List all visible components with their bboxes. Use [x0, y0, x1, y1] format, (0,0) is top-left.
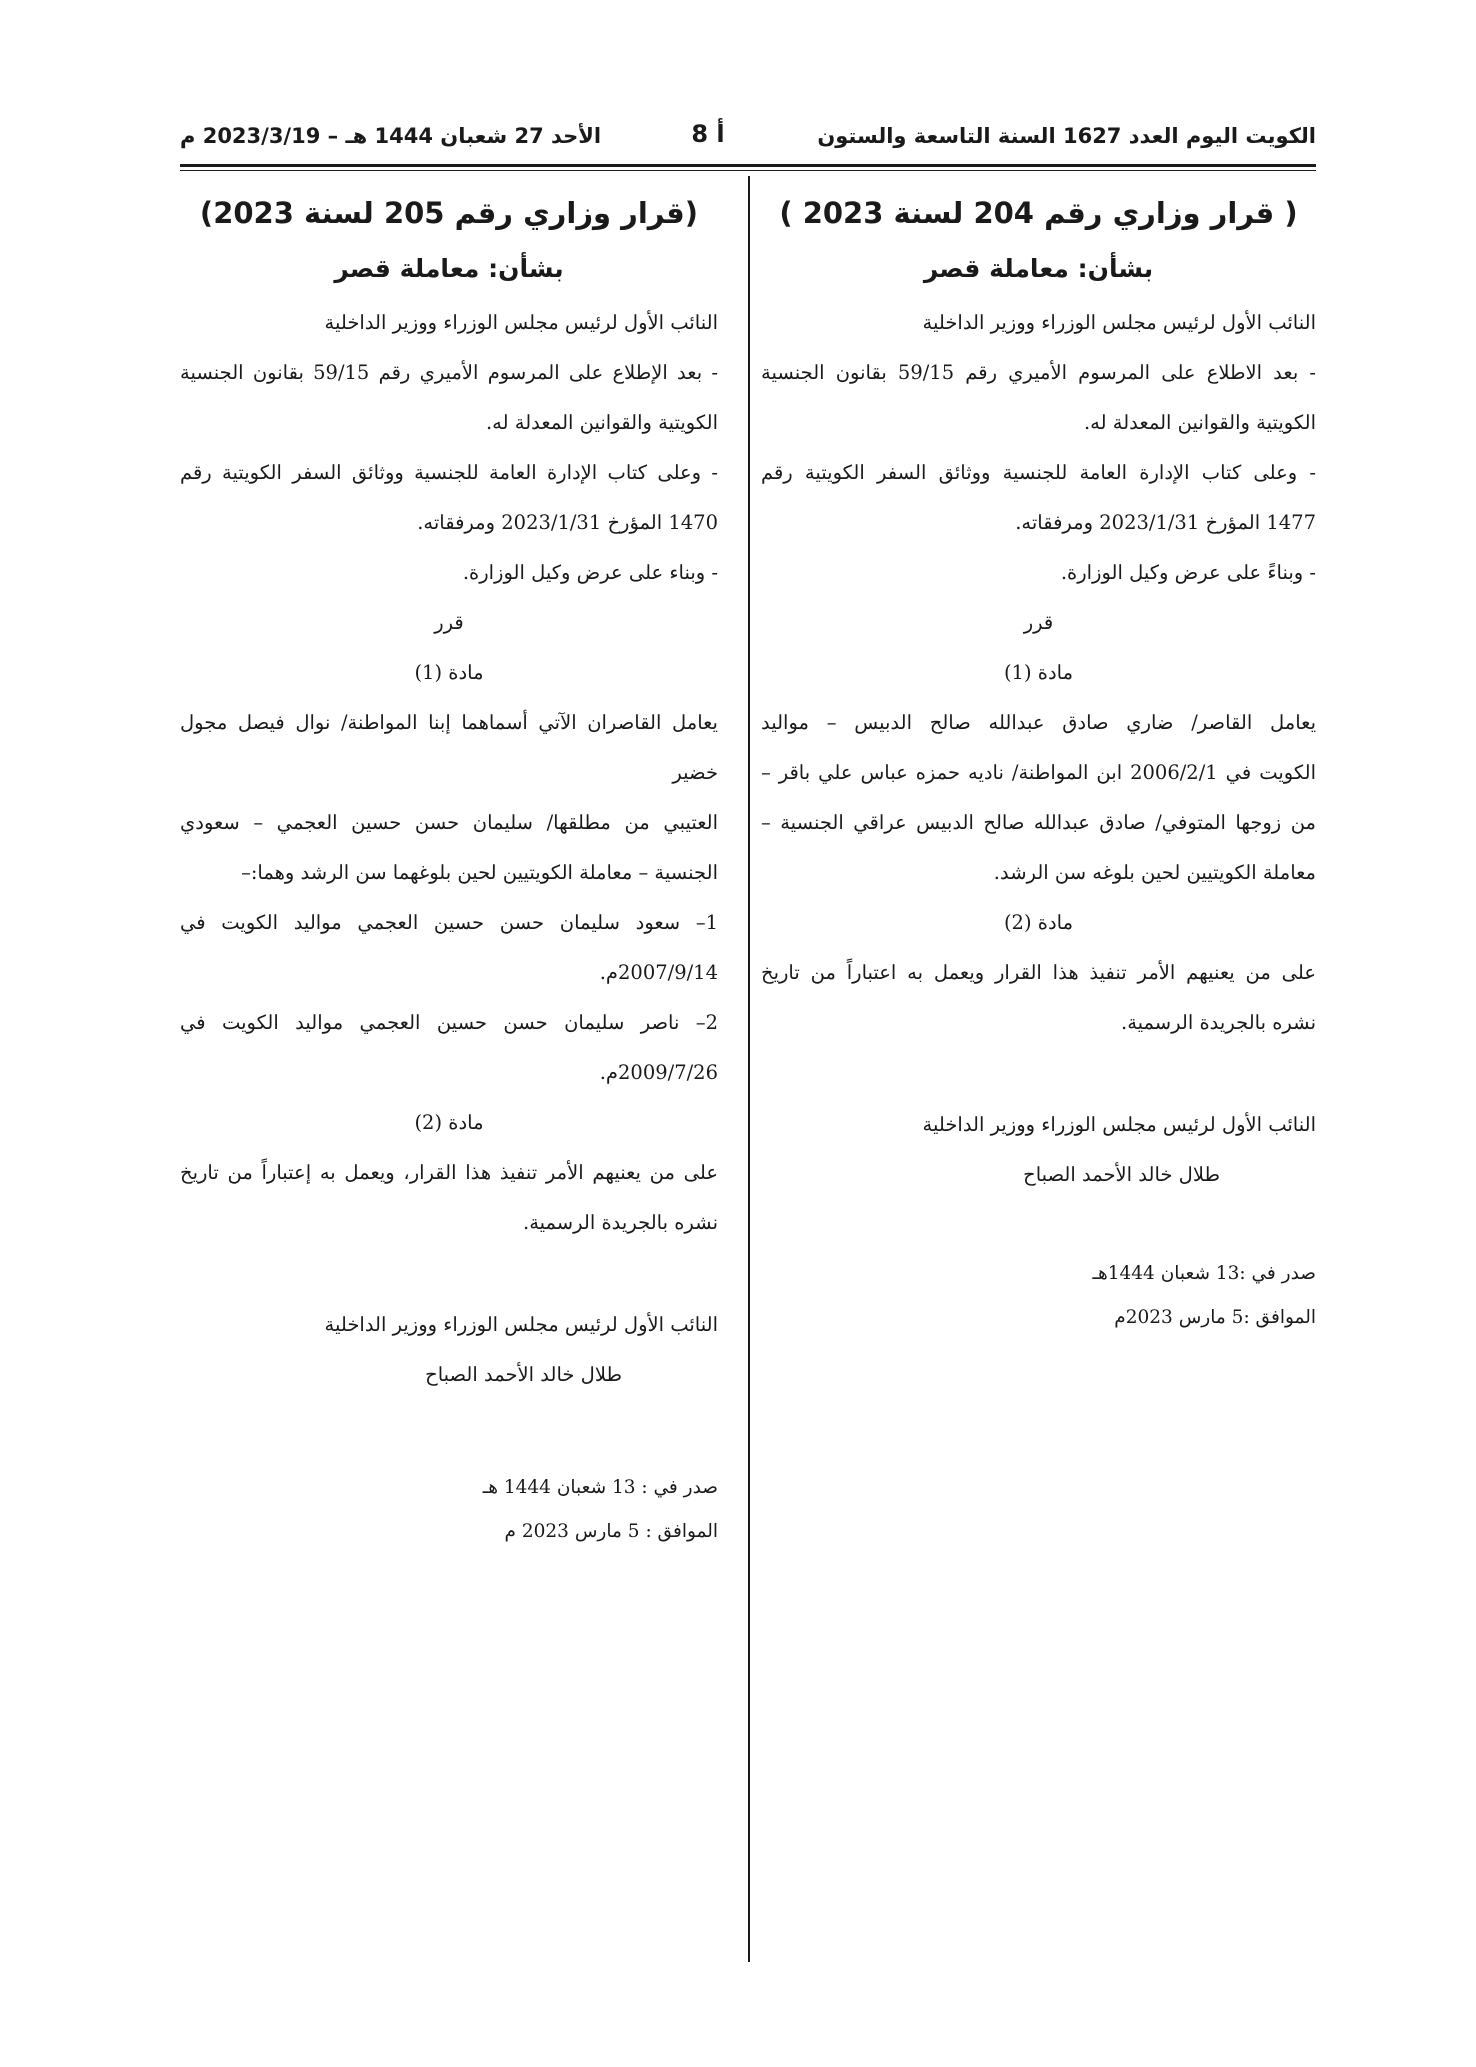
header-issue-info: الكويت اليوم العدد 1627 السنة التاسعة والستون — [817, 124, 1316, 148]
decree-204-corresponding-date: الموافق :5 مارس 2023م — [1114, 1307, 1316, 1328]
decree-204-signatory-title: النائب الأول لرئيس مجلس الوزراء ووزير الداخلية — [922, 1113, 1316, 1136]
decree-205-subject: بشأن: معاملة قصر — [334, 254, 564, 283]
decree-205-preamble-1a: - بعد الإطلاع على المرسوم الأميري رقم 59/15 بقانون الجنسية — [180, 361, 718, 384]
decree-205-preamble-1b: الكويتية والقوانين المعدلة له. — [485, 411, 718, 434]
decree-205-article-2-line-1: على من يعنيهم الأمر تنفيذ هذا القرار، ويعمل به إعتباراً من تاريخ — [180, 1161, 718, 1184]
decree-204-preamble-3: - وبناءً على عرض وكيل الوزارة. — [1060, 561, 1316, 584]
decree-204-article-1-heading: مادة (1) — [1003, 661, 1074, 684]
decree-205-title: (قرار وزاري رقم 205 لسنة 2023) — [199, 196, 699, 230]
decree-204-signatory-name: طلال خالد الأحمد الصباح — [1023, 1163, 1220, 1186]
page-number: أ 8 — [691, 120, 725, 148]
decree-204-subject: بشأن: معاملة قصر — [923, 254, 1154, 283]
decree-205-article-2-heading: مادة (2) — [414, 1111, 484, 1134]
column-divider — [748, 176, 750, 1962]
decree-205-issued-date: صدر في : 13 شعبان 1444 هـ — [482, 1477, 718, 1498]
decree-205-corresponding-date: الموافق : 5 مارس 2023 م — [504, 1521, 718, 1542]
decree-205-issuer: النائب الأول لرئيس مجلس الوزراء ووزير الداخلية — [324, 311, 718, 334]
decree-205-preamble-2a: - وعلى كتاب الإدارة العامة للجنسية ووثائق السفر الكويتية رقم — [180, 461, 718, 484]
decree-205-column — [180, 186, 718, 1554]
decree-204-column — [761, 186, 1316, 1340]
decree-204-issuer: النائب الأول لرئيس مجلس الوزراء ووزير الداخلية — [922, 311, 1316, 334]
header-date: الأحد 27 شعبان 1444 هـ – 2023/3/19 م — [180, 124, 602, 148]
decree-204-article-1-line-4: معاملة الكويتيين لحين بلوغه سن الرشد. — [993, 861, 1316, 884]
decree-204-preamble-1a: - بعد الاطلاع على المرسوم الأميري رقم 59/15 بقانون الجنسية — [761, 361, 1316, 384]
decree-205-article-1-line-1: يعامل القاصران الآتي أسماهما إبنا المواطنة/ نوال فيصل مجول خضير — [180, 711, 718, 784]
decree-205-item-2-line-1: 2– ناصر سليمان حسن حسين العجمي مواليد الكويت في — [180, 1011, 718, 1034]
decree-205-article-2-line-2: نشره بالجريدة الرسمية. — [523, 1211, 718, 1234]
decree-205-article-1-heading: مادة (1) — [414, 661, 484, 684]
decree-204-preamble-2b: 1477 المؤرخ 2023/1/31 ومرفقاته. — [1015, 511, 1316, 534]
decree-205-item-1-line-1: 1– سعود سليمان حسن حسين العجمي مواليد الكويت في — [180, 911, 718, 934]
decree-204-article-1-line-1: يعامل القاصر/ ضاري صادق عبدالله صالح الدبيس – مواليد — [761, 711, 1316, 734]
decree-205-signatory-title: النائب الأول لرئيس مجلس الوزراء ووزير الداخلية — [324, 1313, 718, 1336]
header-rule-thick — [180, 164, 1316, 167]
decree-205-preamble-2b: 1470 المؤرخ 2023/1/31 ومرفقاته. — [417, 511, 718, 534]
decree-204-signature — [761, 1100, 1316, 1200]
decree-204-issued-date: صدر في :13 شعبان 1444هـ — [1092, 1263, 1316, 1284]
decree-205-signatory-name: طلال خالد الأحمد الصباح — [425, 1363, 622, 1386]
decree-205-item-1-line-2: 2007/9/14م. — [599, 961, 718, 984]
decree-205-article-1-line-2: العتيبي من مطلقها/ سليمان حسن حسين العجمي – سعودي — [180, 811, 718, 834]
decree-205-article-1-line-3: الجنسية – معاملة الكويتيين لحين بلوغهما سن الرشد وهما:– — [241, 861, 718, 884]
decree-204-article-2-heading: مادة (2) — [1003, 911, 1074, 934]
decree-205-dates — [180, 1466, 718, 1554]
header-rule-thin — [180, 170, 1316, 171]
decree-205-item-2-line-2: 2009/7/26م. — [599, 1061, 718, 1084]
decree-205-signature — [180, 1300, 718, 1400]
decree-204-preamble-2a: - وعلى كتاب الإدارة العامة للجنسية ووثائق السفر الكويتية رقم — [761, 461, 1316, 484]
decree-205-preamble-3: - وبناء على عرض وكيل الوزارة. — [462, 561, 718, 584]
decree-204-title: ( قرار وزاري رقم 204 لسنة 2023 ) — [779, 196, 1298, 230]
decree-204-preamble-1b: الكويتية والقوانين المعدلة له. — [1083, 411, 1316, 434]
page-header — [180, 118, 1316, 158]
decree-204-article-1-line-2: الكويت في 2006/2/1 ابن المواطنة/ ناديه حمزه عباس علي باقر – — [761, 761, 1316, 784]
decree-204-dates — [761, 1252, 1316, 1340]
decree-204-article-2-line-2: نشره بالجريدة الرسمية. — [1121, 1011, 1316, 1034]
decree-204-article-2-line-1: على من يعنيهم الأمر تنفيذ هذا القرار ويعمل به اعتباراً من تاريخ — [761, 961, 1316, 984]
decree-204-article-1-line-3: من زوجها المتوفي/ صادق عبدالله صالح الدبيس عراقي الجنسية – — [761, 811, 1316, 834]
decree-205-decided: قرر — [434, 611, 464, 634]
decree-204-decided: قرر — [1023, 611, 1054, 634]
